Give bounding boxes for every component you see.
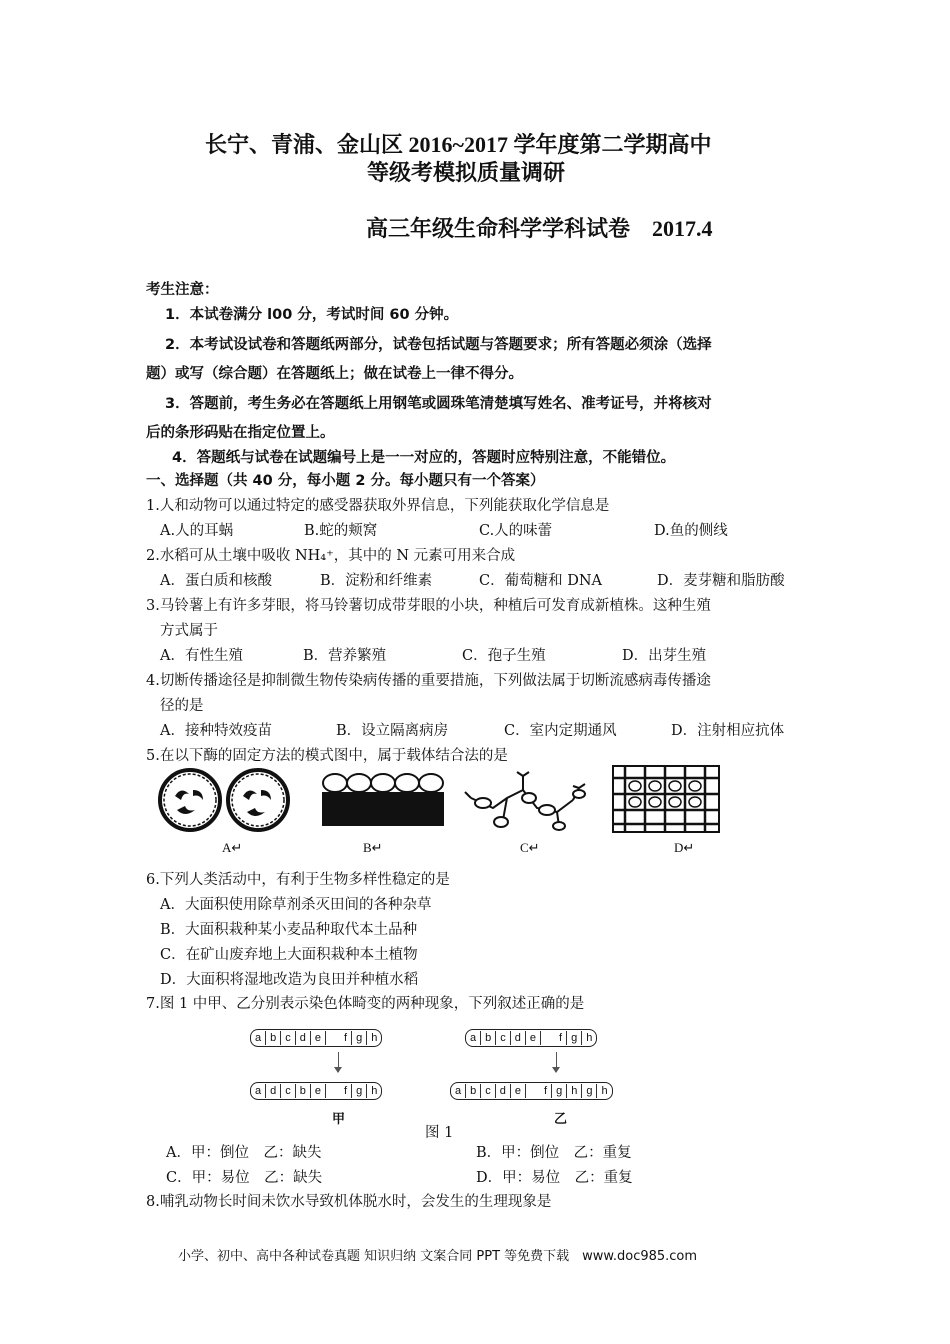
notice-heading: 考生注意： bbox=[146, 282, 219, 298]
arrow-down-icon bbox=[556, 1052, 557, 1072]
question-1-stem: 1.人和动物可以通过特定的感受器获取外界信息，下列能获取化学信息是 bbox=[146, 498, 610, 514]
gene: c bbox=[481, 1084, 496, 1098]
notice-item-4: 4．答题纸与试卷在试题编号上是一一对应的，答题时应特别注意，不能错位。 bbox=[172, 450, 676, 466]
gene: h bbox=[371, 1032, 378, 1044]
question-2-option-c: C．葡萄糖和 DNA bbox=[479, 573, 602, 589]
gene: f bbox=[340, 1031, 352, 1045]
question-3-option-b: B．营养繁殖 bbox=[303, 648, 387, 664]
gene: a bbox=[251, 1031, 266, 1045]
question-7-option-d: D．甲：易位 乙：重复 bbox=[476, 1170, 633, 1186]
question-4-stem: 4.切断传播途径是抑制微生物传染病传播的重要措施，下列做法属于切断流感病毒传播途 bbox=[146, 673, 711, 689]
gene: e bbox=[511, 1084, 526, 1098]
question-7-option-b: B．甲：倒位 乙：重复 bbox=[476, 1145, 632, 1161]
question-3-option-d: D．出芽生殖 bbox=[622, 648, 707, 664]
question-2-stem: 2.水稻可从土壤中吸收 NH₄⁺，其中的 N 元素可用来合成 bbox=[146, 548, 516, 564]
gene: b bbox=[266, 1031, 281, 1045]
figure-caption: 图 1 bbox=[425, 1125, 454, 1141]
question-1-option-c: C.人的味蕾 bbox=[479, 523, 553, 539]
notice-item-2-cont: 题）或写（综合题）在答题纸上；做在试卷上一律不得分。 bbox=[146, 366, 523, 382]
notice-item-3-cont: 后的条形码贴在指定位置上。 bbox=[146, 425, 335, 441]
gene: c bbox=[281, 1031, 296, 1045]
figure-label-d: D↵ bbox=[674, 840, 695, 855]
question-6-option-d: D．大面积将湿地改造为良田并种植水稻 bbox=[160, 972, 419, 988]
gene: g bbox=[567, 1031, 582, 1045]
figure-label-b: B↵ bbox=[363, 840, 383, 855]
gene: c bbox=[496, 1031, 511, 1045]
chromosome-jia-original bbox=[250, 1029, 382, 1047]
question-6-option-c: C．在矿山废弃地上大面积栽种本土植物 bbox=[160, 947, 418, 963]
gene: d bbox=[511, 1031, 526, 1045]
notice-item-3: 3．答题前，考生务必在答题纸上用钢笔或圆珠笔清楚填写姓名、准考证号，并将核对 bbox=[165, 396, 712, 412]
gene: b bbox=[296, 1084, 311, 1098]
question-8-stem: 8.哺乳动物长时间未饮水导致机体脱水时，会发生的生理现象是 bbox=[146, 1194, 552, 1210]
question-1-option-d: D.鱼的侧线 bbox=[654, 523, 728, 539]
question-3-option-c: C．孢子生殖 bbox=[462, 648, 546, 664]
notice-item-2: 2．本考试设试卷和答题纸两部分，试卷包括试题与答题要求；所有答题必须涂（选择 bbox=[165, 337, 712, 353]
question-7-stem: 7.图 1 中甲、乙分别表示染色体畸变的两种现象，下列叙述正确的是 bbox=[146, 996, 585, 1012]
exam-title-line1: 长宁、青浦、金山区 2016~2017 学年度第二学期高中 bbox=[205, 132, 712, 157]
question-6-option-b: B．大面积栽种某小麦品种取代本土品种 bbox=[160, 922, 418, 938]
question-4-option-d: D．注射相应抗体 bbox=[671, 723, 785, 739]
question-5-stem: 5.在以下酶的固定方法的模式图中，属于载体结合法的是 bbox=[146, 748, 508, 764]
question-2-option-d: D．麦芽糖和脂肪酸 bbox=[657, 573, 785, 589]
gene: h bbox=[371, 1085, 378, 1097]
gene: d bbox=[266, 1084, 281, 1098]
gene: b bbox=[481, 1031, 496, 1045]
enzyme-embedding-diagram-a bbox=[155, 768, 295, 832]
gene: e bbox=[526, 1031, 541, 1045]
question-7-option-c: C．甲：易位 乙：缺失 bbox=[166, 1170, 323, 1186]
chromosome-yi-original bbox=[465, 1029, 597, 1047]
question-1-option-a: A.人的耳蜗 bbox=[160, 523, 234, 539]
notice-item-1: 1．本试卷满分 l00 分，考试时间 60 分钟。 bbox=[165, 307, 459, 323]
question-2-option-b: B．淀粉和纤维素 bbox=[320, 573, 433, 589]
gene: b bbox=[466, 1084, 481, 1098]
figure-label-yi: 乙 bbox=[554, 1111, 568, 1126]
gene: f bbox=[555, 1031, 567, 1045]
question-6-option-a: A．大面积使用除草剂杀灭田间的各种杂草 bbox=[160, 897, 432, 913]
gene: g bbox=[352, 1084, 367, 1098]
question-6-stem: 6.下列人类活动中，有利于生物多样性稳定的是 bbox=[146, 872, 450, 888]
question-7-option-a: A．甲：倒位 乙：缺失 bbox=[166, 1145, 322, 1161]
question-3-stem: 3.马铃薯上有许多芽眼，将马铃薯切成带芽眼的小块，种植后可发育成新植株。这种生殖 bbox=[146, 598, 711, 614]
question-4-option-c: C．室内定期通风 bbox=[504, 723, 617, 739]
gene: g bbox=[352, 1031, 367, 1045]
gene: d bbox=[496, 1084, 511, 1098]
gene: c bbox=[281, 1084, 296, 1098]
gene: a bbox=[466, 1031, 481, 1045]
question-3-option-a: A．有性生殖 bbox=[160, 648, 243, 664]
section-title: 一、选择题（共 40 分，每小题 2 分。每小题只有一个答案） bbox=[146, 473, 545, 489]
chromosome-jia-changed bbox=[250, 1082, 382, 1100]
gene: a bbox=[451, 1084, 466, 1098]
question-4-option-b: B．设立隔离病房 bbox=[336, 723, 449, 739]
gene: g bbox=[552, 1084, 567, 1098]
gene: e bbox=[311, 1084, 326, 1098]
gene: f bbox=[540, 1084, 552, 1098]
gene: h bbox=[601, 1085, 608, 1097]
arrow-down-icon bbox=[338, 1052, 339, 1072]
gene: e bbox=[311, 1031, 326, 1045]
exam-title-line2: 等级考模拟质量调研 bbox=[367, 160, 566, 185]
enzyme-carrier-binding-diagram-b bbox=[318, 770, 448, 830]
gene: g bbox=[582, 1084, 597, 1098]
gene: h bbox=[567, 1084, 582, 1098]
page-footer: 小学、初中、高中各种试卷真题 知识归纳 文案合同 PPT 等免费下载 www.doc985.com bbox=[178, 1249, 698, 1264]
enzyme-crosslink-diagram-c bbox=[461, 768, 591, 832]
enzyme-embedding-diagram-d bbox=[611, 764, 721, 834]
gene: h bbox=[586, 1032, 593, 1044]
figure-label-a: A↵ bbox=[222, 840, 243, 855]
question-3-stem-cont: 方式属于 bbox=[160, 623, 218, 639]
gene: d bbox=[296, 1031, 311, 1045]
question-2-option-a: A．蛋白质和核酸 bbox=[160, 573, 272, 589]
exam-subtitle: 高三年级生命科学学科试卷 2017.4 bbox=[366, 216, 713, 241]
question-1-option-b: B.蛇的颊窝 bbox=[304, 523, 378, 539]
question-4-option-a: A．接种特效疫苗 bbox=[160, 723, 272, 739]
question-4-stem-cont: 径的是 bbox=[160, 698, 204, 714]
figure-label-jia: 甲 bbox=[332, 1111, 346, 1126]
figure-label-c: C↵ bbox=[520, 840, 540, 855]
chromosome-yi-changed bbox=[450, 1082, 613, 1100]
gene: a bbox=[251, 1084, 266, 1098]
gene: f bbox=[340, 1084, 352, 1098]
